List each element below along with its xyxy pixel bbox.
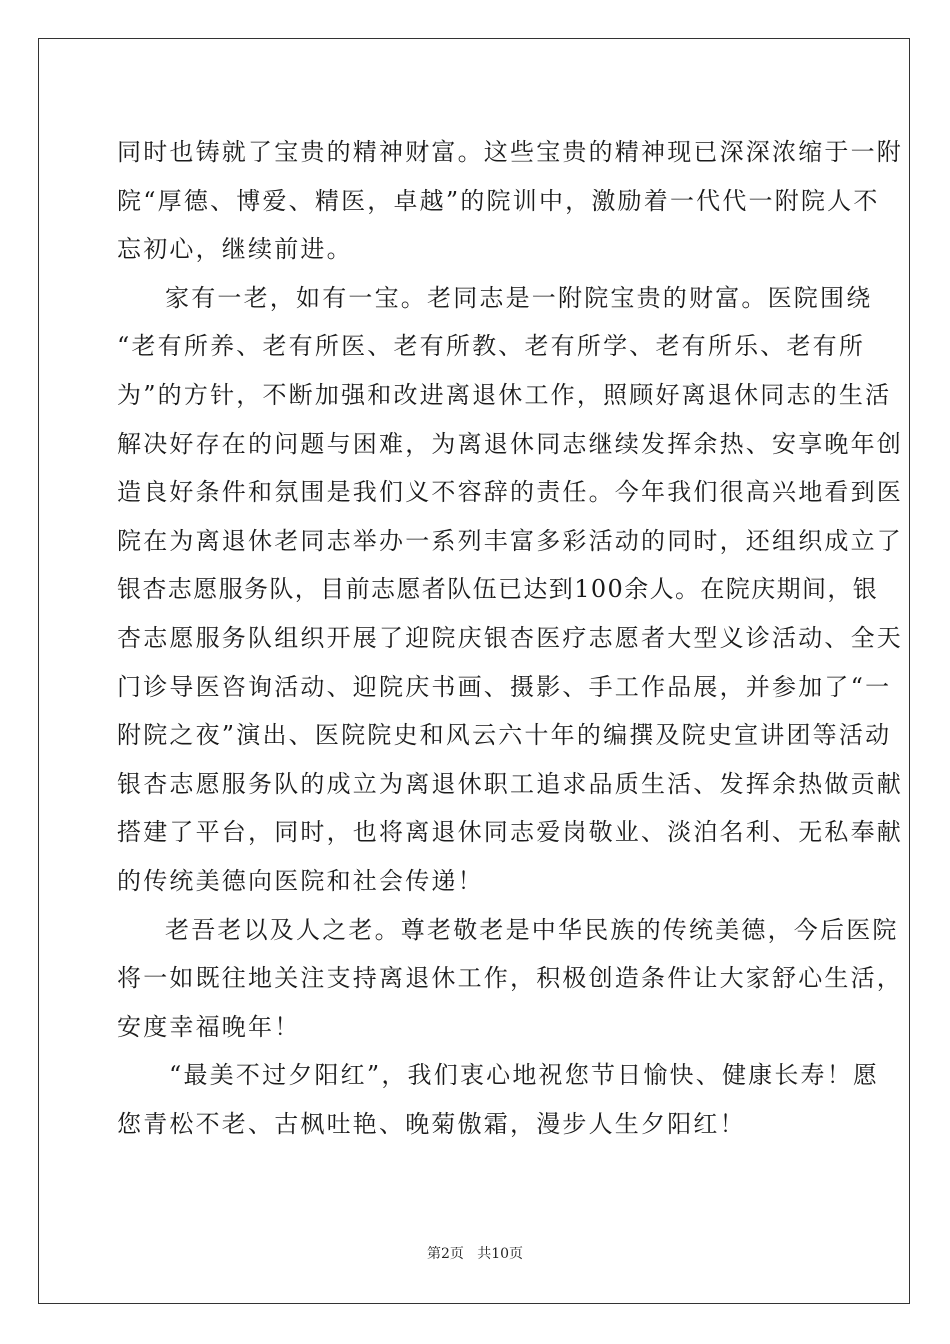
text-line: 您青松不老、古枫吐艳、晚菊傲霜，漫步人生夕阳红！ [117, 1109, 746, 1138]
text-line: 院在为离退休老同志举办一系列丰富多彩活动的同时，还组织成立了 [117, 526, 903, 555]
document-body [117, 128, 903, 1148]
text-line: 门诊导医咨询活动、迎院庆书画、摄影、手工作品展，并参加了“一 [117, 672, 892, 701]
text-line: 院“厚德、博爱、精医，卓越”的院训中，激励着一代代一附院人不 [117, 186, 880, 215]
text-line: “老有所养、老有所医、老有所教、老有所学、老有所乐、老有所 [117, 332, 866, 361]
text-line: 银杏志愿服务队的成立为离退休职工追求品质生活、发挥余热做贡献 [117, 769, 903, 798]
text-line: 同时也铸就了宝贵的精神财富。这些宝贵的精神现已深深浓缩于一附 [117, 138, 903, 166]
text-line: 将一如既往地关注支持离退休工作，积极创造条件让大家舒心生活， [117, 964, 903, 993]
text-line: 的传统美德向医院和社会传递！ [117, 866, 484, 895]
paragraph-start-line: 家有一老，如有一宝。老同志是一附院宝贵的财富。医院围绕 [165, 283, 873, 312]
page-number-footer: 第2页 共10页 [426, 1246, 524, 1262]
text-line: 杏志愿服务队组织开展了迎院庆银杏医疗志愿者大型义诊活动、全天 [117, 623, 903, 652]
text-line: 忘初心，继续前进。 [117, 235, 353, 264]
paragraph-start-line: “最美不过夕阳红”，我们衷心地祝您节日愉快、健康长寿！愿 [169, 1061, 880, 1090]
text-line: 解决好存在的问题与困难，为离退休同志继续发挥余热、安享晚年创 [117, 429, 903, 458]
text-line: 银杏志愿服务队，目前志愿者队伍已达到100余人。在院庆期间，银 [117, 575, 879, 604]
text-line: 造良好条件和氛围是我们义不容辞的责任。今年我们很高兴地看到医 [117, 478, 903, 507]
text-line: 安度幸福晚年！ [117, 1012, 301, 1041]
text-line: 为”的方针，不断加强和改进离退休工作，照顾好离退休同志的生活 [117, 380, 892, 409]
text-line: 搭建了平台，同时，也将离退休同志爱岗敬业、淡泊名利、无私奉献 [117, 818, 903, 847]
text-line: 附院之夜”演出、医院院史和风云六十年的编撰及院史宣讲团等活动 [117, 721, 892, 750]
paragraph-start-line: 老吾老以及人之老。尊老敬老是中华民族的传统美德，今后医院 [165, 915, 899, 944]
